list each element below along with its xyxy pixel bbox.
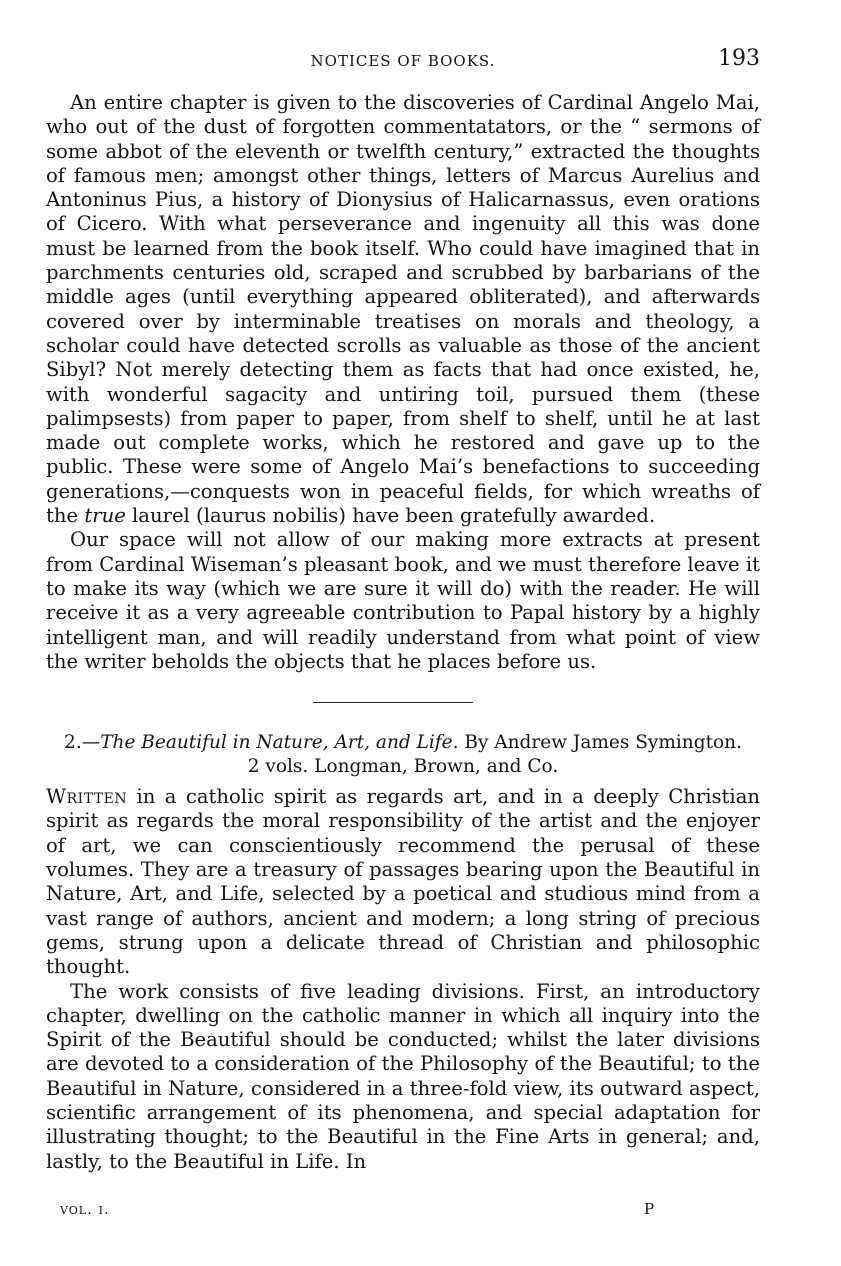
review-heading	[46, 731, 760, 779]
paragraph-text-end: laurel (laurus nobilis) have been gratefully awarded.	[132, 504, 656, 528]
review-paragraph-2: The work consists of five leading divisions. First, an introductory chapter, dwelling on the catholic manner in which all inquiry into the Spirit of the Beautiful should be conducted; whilst the later divisions are devoted to a consideration of the Philosophy of the Beautiful; to the Beautiful in Nature, considered in a three-fold view, its outward aspect, scientific arrangement of its phenomena, and special adaptation for illustrating thought; to the Beautiful in the Fine Arts in general; and, lastly, to the Beautiful in Life. In	[46, 979, 760, 1173]
paragraph-closing: Our space will not allow of our making more extracts at present from Cardinal Wiseman’s pleasant book, and we must therefore leave it to make its way (which we are sure it will do) with the reader. He will receive it as a very agreeable contribution to Papal history by a highly intelligent man, and will readily understand from what point of view the writer beholds the objects that he places before us.	[46, 528, 760, 673]
review-body	[46, 785, 760, 1174]
review-author: By Andrew James Symington.	[464, 732, 742, 754]
divider-rule	[313, 702, 473, 703]
review-paragraph-1-text: in a catholic spirit as regards art, and in a deeply Christian spirit as regards the moral responsibility of the artist and the enjoyer of art, we can conscientiously recommend the perusal of these volumes. They are a treasury of passages bearing upon the Beautiful in Nature, Art, and Life, selected by a poetical and studious mind from a vast range of authors, ancient and modern; a long string of precious gems, strung upon a delicate thread of Christian and philosophic thought.	[46, 785, 760, 979]
italic-word: true	[84, 504, 126, 528]
page-body	[46, 91, 760, 1174]
review-title: The Beautiful in Nature, Art, and Life.	[100, 732, 459, 754]
page-header	[46, 46, 760, 76]
lead-word: Written	[46, 785, 128, 809]
review-paragraph-1	[46, 785, 760, 979]
paragraph-angelo-mai	[46, 91, 760, 528]
review-number: 2.—	[64, 732, 101, 754]
volume-mark: vol. i.	[60, 1200, 110, 1218]
paragraph-text: An entire chapter is given to the discoveries of Cardinal Angelo Mai, who out of the dust of forgotten commentatators, or the “ sermons of some abbot of the eleventh or twelfth century,” extracted the thoughts of famous men; amongst other things, letters of Marcus Aurelius and Antoninus Pius, a history of Dionysius of Halicarnassus, even orations of Cicero. With what perseverance and ingenuity all this was done must be learned from the book itself. Who could have imagined that in parchments centuries old, scraped and scrubbed by barbarians of the middle ages (until everything appeared obliterated), and afterwards covered over by interminable treatises on morals and theology, a scholar could have detected scrolls as valuable as those of the ancient Sibyl? Not merely detecting them as facts that had once existed, he, with wonderful sagacity and untiring toil, pursued them (these palimpsests) from paper to paper, from shelf to shelf, until he at last made out complete works, which he restored and gave up to the public. These were some of Angelo Mai’s benefactions to succeeding generations,—conquests won in peaceful fields, for which wreaths of the	[46, 91, 760, 528]
running-head: NOTICES OF BOOKS.	[310, 52, 496, 70]
review-imprint: 2 vols. Longman, Brown, and Co.	[247, 756, 559, 778]
page-number: 193	[718, 46, 760, 71]
signature-mark: P	[644, 1200, 656, 1218]
section-divider	[46, 674, 760, 731]
page-footer	[60, 1200, 660, 1222]
